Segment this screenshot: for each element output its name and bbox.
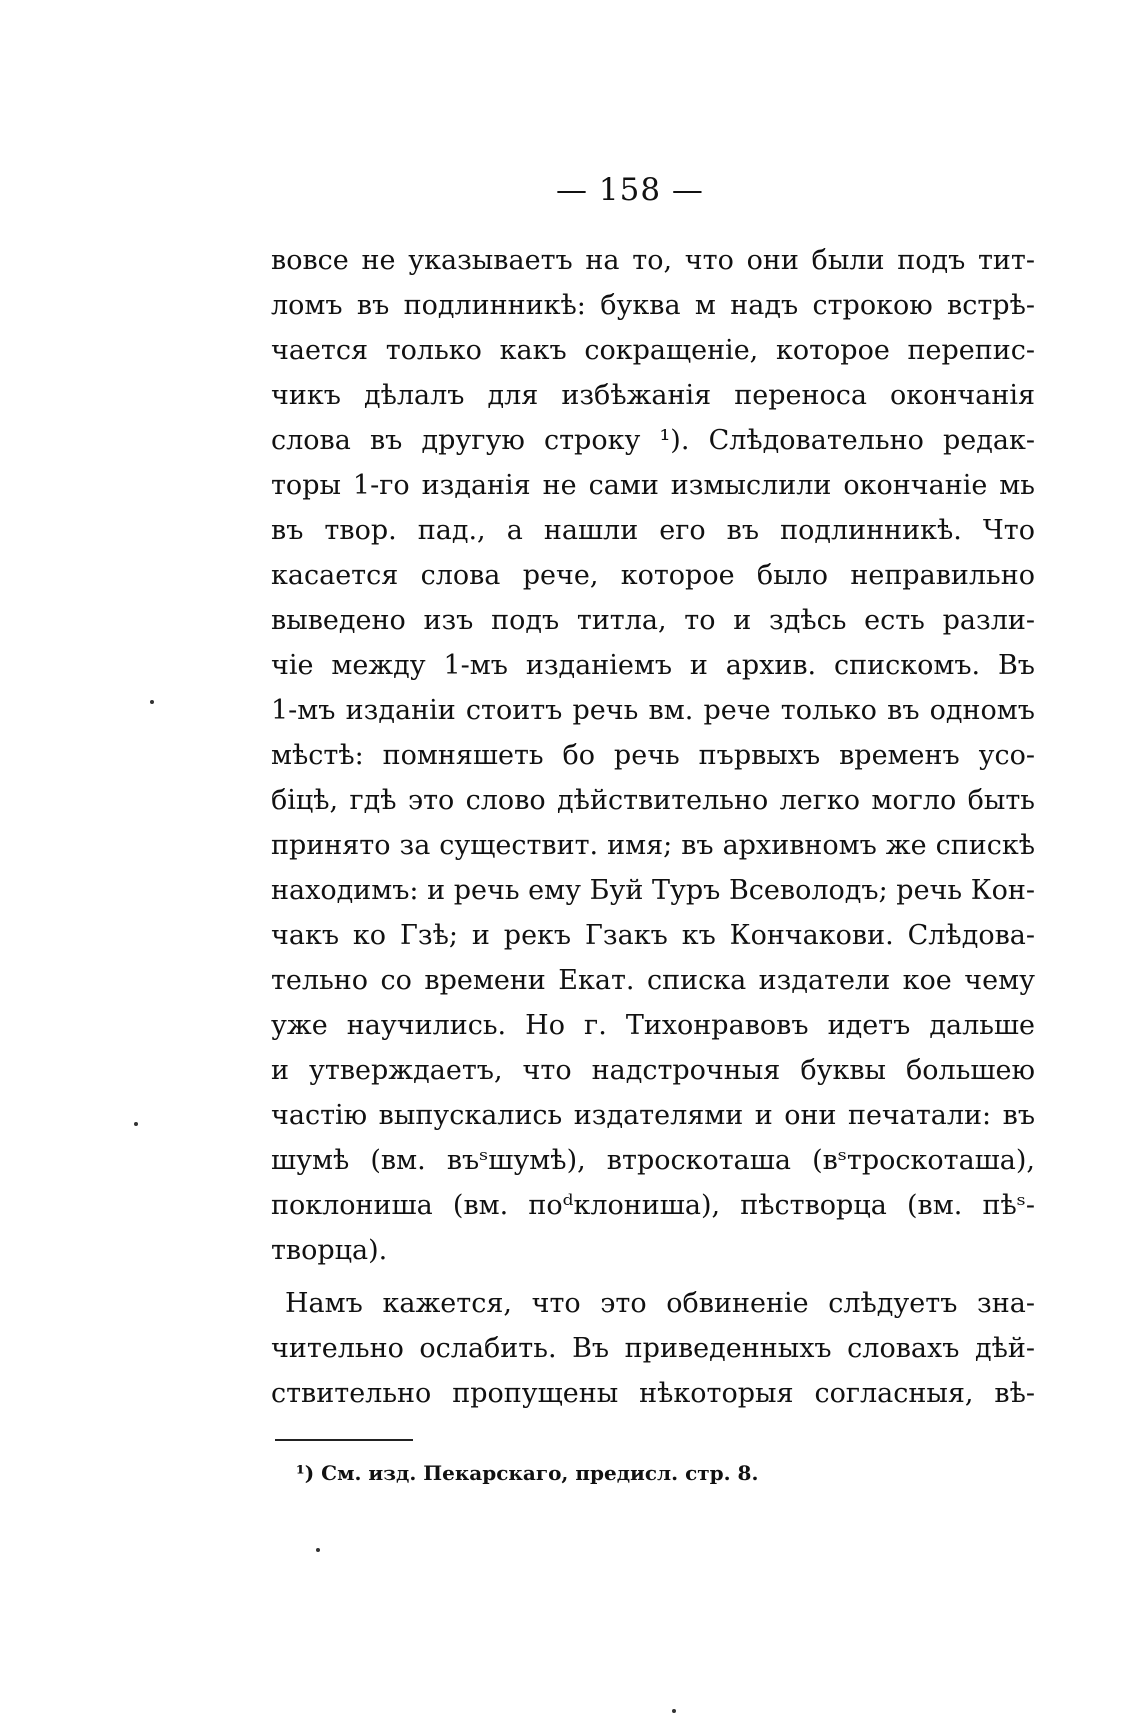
text-line: біцѣ, гдѣ это слово дѣйствительно легко могло быть xyxy=(271,785,1035,816)
text-line: выведено изъ подъ титла, то и здѣсь есть разли- xyxy=(271,605,1035,636)
text-line: тельно со времени Екат. списка издатели кое чему xyxy=(271,965,1035,996)
text-line: слова въ другую строку ¹). Слѣдовательно редак- xyxy=(271,425,1035,456)
scan-speck xyxy=(316,1548,320,1552)
text-line: ствительно пропущены нѣкоторыя согласныя, вѣ- xyxy=(271,1378,1035,1409)
text-line: частію выпускались издателями и они печатали: въ xyxy=(271,1100,1035,1131)
text-line: чается только какъ сокращеніе, которое перепис- xyxy=(271,335,1035,366)
page-number: — 158 — xyxy=(556,172,704,208)
text-line: мѣстѣ: помняшеть бо речь първыхъ временъ усо- xyxy=(271,740,1035,771)
text-line: 1-мъ изданіи стоитъ речь вм. рече только въ одномъ xyxy=(271,695,1035,726)
text-line: поклониша (вм. поᵈклониша), пѣстворца (вм. пѣˢ- xyxy=(271,1190,1035,1221)
scan-speck xyxy=(150,700,154,704)
text-line: торы 1-го изданія не сами измыслили окончаніе мь xyxy=(271,470,1035,501)
text-line: Намъ кажется, что это обвиненіе слѣдуетъ зна- xyxy=(285,1288,1035,1319)
paragraph-gap xyxy=(271,1273,1035,1281)
text-line: находимъ: и речь ему Буй Туръ Всеволодъ; речь Кон- xyxy=(271,875,1035,906)
text-line: чительно ослабить. Въ приведенныхъ словахъ дѣй- xyxy=(271,1333,1035,1364)
text-line: чіе между 1-мъ изданіемъ и архив. спискомъ. Въ xyxy=(271,650,1035,681)
text-line: чикъ дѣлалъ для избѣжанія переноса окончанія xyxy=(271,380,1035,411)
text-line: вовсе не указываетъ на то, что они были подъ тит- xyxy=(271,245,1035,276)
footnote: ¹) См. изд. Пекарскаго, предисл. стр. 8. xyxy=(296,1461,759,1485)
main-text xyxy=(271,238,1035,1416)
text-line: въ твор. пад., а нашли его въ подлинникѣ. Что xyxy=(271,515,1035,546)
text-line: и утверждаетъ, что надстрочныя буквы большею xyxy=(271,1055,1035,1086)
footnote-divider xyxy=(275,1439,413,1441)
text-line: уже научились. Но г. Тихонравовъ идетъ дальше xyxy=(271,1010,1035,1041)
text-line: принято за существит. имя; въ архивномъ же спискѣ xyxy=(271,830,1035,861)
text-line: касается слова рече, которое было неправильно xyxy=(271,560,1035,591)
text-line: чакъ ко Гзѣ; и рекъ Гзакъ къ Кончакови. Слѣдова- xyxy=(271,920,1035,951)
text-line: творца). xyxy=(271,1235,388,1266)
text-line: ломъ въ подлинникѣ: буква м надъ строкою встрѣ- xyxy=(271,290,1035,321)
scan-speck xyxy=(134,1122,138,1126)
scan-speck xyxy=(672,1709,676,1713)
text-line: шумѣ (вм. въˢшумѣ), втроскоташа (вˢтроскоташа), xyxy=(271,1145,1035,1176)
